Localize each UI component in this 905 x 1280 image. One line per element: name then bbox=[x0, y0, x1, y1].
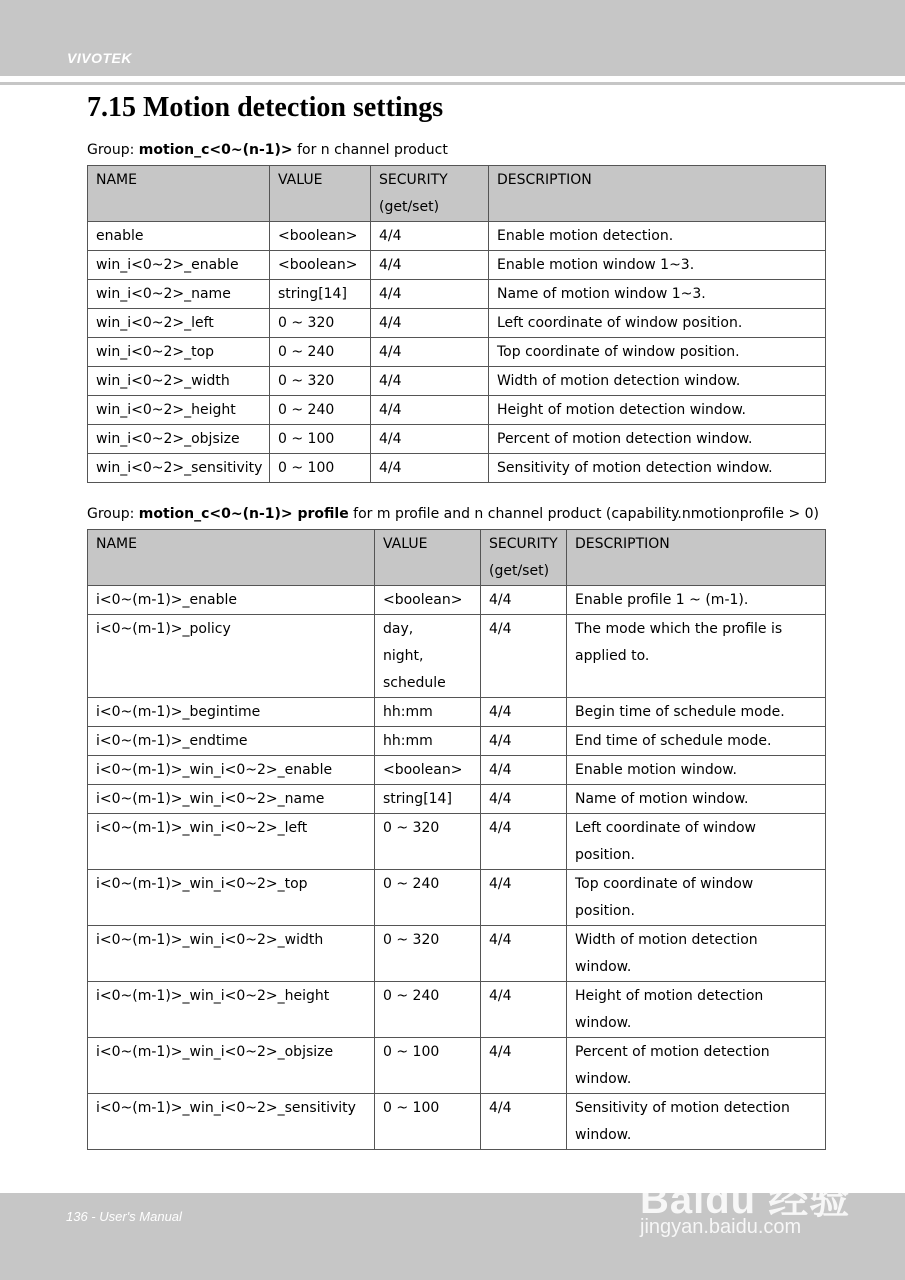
cell-value: <boolean> bbox=[270, 222, 371, 251]
cell-value: 0 ~ 240 bbox=[270, 338, 371, 367]
cell-description: Left coordinate of window position. bbox=[567, 814, 826, 870]
cell-name: i<0~(m-1)>_win_i<0~2>_width bbox=[88, 926, 375, 982]
table-row bbox=[88, 698, 826, 727]
table-row bbox=[88, 1038, 826, 1094]
cell-security: 4/4 bbox=[371, 309, 489, 338]
table-row bbox=[88, 982, 826, 1038]
baidu-watermark bbox=[640, 1150, 860, 1245]
cell-security: 4/4 bbox=[371, 222, 489, 251]
cell-description: Top coordinate of window position. bbox=[567, 870, 826, 926]
cell-description: Name of motion window 1~3. bbox=[489, 280, 826, 309]
brand-logo-text: VIVOTEK bbox=[67, 50, 132, 66]
table-header-row bbox=[88, 530, 826, 586]
table-body bbox=[88, 586, 826, 1150]
table-row bbox=[88, 727, 826, 756]
cell-security: 4/4 bbox=[371, 425, 489, 454]
cell-value: string[14] bbox=[270, 280, 371, 309]
cell-name: win_i<0~2>_sensitivity bbox=[88, 454, 270, 483]
table-row bbox=[88, 280, 826, 309]
group-2-suffix: for m profile and n channel product (capability.nmotionprofile > 0) bbox=[348, 506, 819, 522]
table-row bbox=[88, 785, 826, 814]
motion-profile-table bbox=[87, 529, 826, 1150]
cell-name: i<0~(m-1)>_policy bbox=[88, 615, 375, 698]
table-row bbox=[88, 309, 826, 338]
cell-security: 4/4 bbox=[481, 727, 567, 756]
cell-security: 4/4 bbox=[371, 367, 489, 396]
cell-security: 4/4 bbox=[481, 586, 567, 615]
cell-security: 4/4 bbox=[371, 251, 489, 280]
table-row bbox=[88, 586, 826, 615]
cell-value: 0 ~ 320 bbox=[270, 309, 371, 338]
cell-security: 4/4 bbox=[481, 982, 567, 1038]
group-1-suffix: for n channel product bbox=[292, 142, 448, 158]
cell-value: 0 ~ 240 bbox=[270, 396, 371, 425]
cell-name: win_i<0~2>_enable bbox=[88, 251, 270, 280]
cell-description: Left coordinate of window position. bbox=[489, 309, 826, 338]
cell-name: i<0~(m-1)>_win_i<0~2>_sensitivity bbox=[88, 1094, 375, 1150]
col-header-security: SECURITY (get/set) bbox=[371, 166, 489, 222]
page-footer: 136 - User's Manual bbox=[66, 1209, 182, 1224]
cell-security: 4/4 bbox=[481, 756, 567, 785]
watermark-main: Baidu 经验 bbox=[640, 1178, 851, 1222]
cell-name: i<0~(m-1)>_win_i<0~2>_name bbox=[88, 785, 375, 814]
cell-name: enable bbox=[88, 222, 270, 251]
cell-name: i<0~(m-1)>_win_i<0~2>_objsize bbox=[88, 1038, 375, 1094]
col-header-value: VALUE bbox=[270, 166, 371, 222]
cell-description: Width of motion detection window. bbox=[567, 926, 826, 982]
cell-security: 4/4 bbox=[481, 870, 567, 926]
group-1-name: motion_c<0~(n-1)> bbox=[138, 142, 293, 158]
cell-description: Width of motion detection window. bbox=[489, 367, 826, 396]
group-1-label bbox=[87, 142, 448, 158]
col-header-name: NAME bbox=[88, 166, 270, 222]
cell-description: Begin time of schedule mode. bbox=[567, 698, 826, 727]
cell-security: 4/4 bbox=[481, 1094, 567, 1150]
group-1-prefix: Group: bbox=[87, 142, 139, 158]
cell-description: Height of motion detection window. bbox=[489, 396, 826, 425]
table-header-row bbox=[88, 166, 826, 222]
table-row bbox=[88, 396, 826, 425]
cell-security: 4/4 bbox=[481, 926, 567, 982]
table-row bbox=[88, 251, 826, 280]
cell-value: 0 ~ 100 bbox=[270, 454, 371, 483]
table-row bbox=[88, 926, 826, 982]
table-row bbox=[88, 814, 826, 870]
cell-value: 0 ~ 100 bbox=[270, 425, 371, 454]
cell-description: End time of schedule mode. bbox=[567, 727, 826, 756]
cell-description: Enable profile 1 ~ (m-1). bbox=[567, 586, 826, 615]
cell-description: The mode which the profile is applied to. bbox=[567, 615, 826, 698]
cell-security: 4/4 bbox=[371, 454, 489, 483]
table-row bbox=[88, 367, 826, 396]
col-header-value: VALUE bbox=[375, 530, 481, 586]
group-2-label bbox=[87, 506, 819, 522]
cell-name: win_i<0~2>_top bbox=[88, 338, 270, 367]
cell-security: 4/4 bbox=[371, 338, 489, 367]
cell-description: Percent of motion detection window. bbox=[489, 425, 826, 454]
group-2-name: motion_c<0~(n-1)> profile bbox=[138, 506, 349, 522]
table-row bbox=[88, 870, 826, 926]
cell-value: hh:mm bbox=[375, 727, 481, 756]
cell-value: <boolean> bbox=[375, 586, 481, 615]
table-row bbox=[88, 756, 826, 785]
watermark-url: jingyan.baidu.com bbox=[640, 1216, 802, 1238]
cell-name: i<0~(m-1)>_endtime bbox=[88, 727, 375, 756]
cell-value: 0 ~ 240 bbox=[375, 870, 481, 926]
cell-value: 0 ~ 320 bbox=[270, 367, 371, 396]
cell-value: string[14] bbox=[375, 785, 481, 814]
cell-description: Percent of motion detection window. bbox=[567, 1038, 826, 1094]
cell-value: 0 ~ 320 bbox=[375, 926, 481, 982]
cell-description: Height of motion detection window. bbox=[567, 982, 826, 1038]
table-row bbox=[88, 615, 826, 698]
header-band bbox=[0, 0, 905, 76]
cell-security: 4/4 bbox=[371, 280, 489, 309]
col-header-name: NAME bbox=[88, 530, 375, 586]
cell-name: win_i<0~2>_objsize bbox=[88, 425, 270, 454]
cell-security: 4/4 bbox=[481, 1038, 567, 1094]
cell-value: hh:mm bbox=[375, 698, 481, 727]
cell-value: 0 ~ 100 bbox=[375, 1038, 481, 1094]
header-rule bbox=[0, 82, 905, 85]
cell-value: <boolean> bbox=[270, 251, 371, 280]
cell-description: Enable motion window. bbox=[567, 756, 826, 785]
cell-name: i<0~(m-1)>_enable bbox=[88, 586, 375, 615]
group-2-prefix: Group: bbox=[87, 506, 139, 522]
cell-value: day, night, schedule bbox=[375, 615, 481, 698]
cell-description: Top coordinate of window position. bbox=[489, 338, 826, 367]
cell-name: i<0~(m-1)>_win_i<0~2>_enable bbox=[88, 756, 375, 785]
cell-name: i<0~(m-1)>_begintime bbox=[88, 698, 375, 727]
cell-value: <boolean> bbox=[375, 756, 481, 785]
cell-security: 4/4 bbox=[481, 698, 567, 727]
cell-name: win_i<0~2>_name bbox=[88, 280, 270, 309]
cell-name: win_i<0~2>_width bbox=[88, 367, 270, 396]
cell-security: 4/4 bbox=[481, 615, 567, 698]
cell-security: 4/4 bbox=[481, 785, 567, 814]
cell-description: Sensitivity of motion detection window. bbox=[567, 1094, 826, 1150]
table-row bbox=[88, 454, 826, 483]
cell-security: 4/4 bbox=[481, 814, 567, 870]
page-title: 7.15 Motion detection settings bbox=[87, 92, 444, 123]
table-row bbox=[88, 222, 826, 251]
table-row bbox=[88, 338, 826, 367]
cell-name: i<0~(m-1)>_win_i<0~2>_height bbox=[88, 982, 375, 1038]
cell-description: Enable motion window 1~3. bbox=[489, 251, 826, 280]
col-header-description: DESCRIPTION bbox=[489, 166, 826, 222]
cell-value: 0 ~ 100 bbox=[375, 1094, 481, 1150]
cell-name: win_i<0~2>_left bbox=[88, 309, 270, 338]
cell-description: Enable motion detection. bbox=[489, 222, 826, 251]
cell-description: Name of motion window. bbox=[567, 785, 826, 814]
table-row bbox=[88, 1094, 826, 1150]
cell-name: i<0~(m-1)>_win_i<0~2>_left bbox=[88, 814, 375, 870]
cell-name: i<0~(m-1)>_win_i<0~2>_top bbox=[88, 870, 375, 926]
cell-value: 0 ~ 320 bbox=[375, 814, 481, 870]
cell-description: Sensitivity of motion detection window. bbox=[489, 454, 826, 483]
cell-security: 4/4 bbox=[371, 396, 489, 425]
cell-value: 0 ~ 240 bbox=[375, 982, 481, 1038]
col-header-description: DESCRIPTION bbox=[567, 530, 826, 586]
col-header-security: SECURITY (get/set) bbox=[481, 530, 567, 586]
table-body bbox=[88, 222, 826, 483]
motion-settings-table bbox=[87, 165, 826, 483]
table-row bbox=[88, 425, 826, 454]
cell-name: win_i<0~2>_height bbox=[88, 396, 270, 425]
